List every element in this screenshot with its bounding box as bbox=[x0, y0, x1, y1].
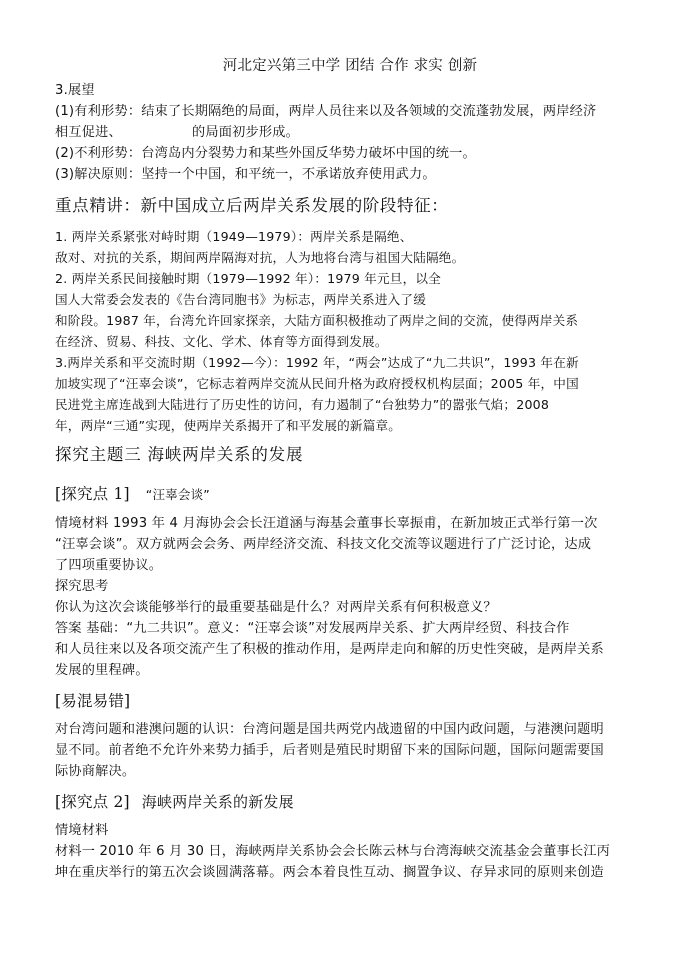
point1-section bbox=[55, 513, 645, 681]
point2-text-line-1: 材料一 2010 年 6 月 30 日，海峡两岸关系协会会长陈云林与台湾海峡交流基金会董事长江丙 bbox=[55, 844, 611, 859]
stage3-line-2: 加坡实现了“汪辜会谈”，它标志着两岸交流从民间升格为政府授权机构层面；2005 年，中国 bbox=[55, 376, 579, 391]
prospect-section bbox=[55, 80, 645, 185]
favorable-text-line-1: (1)有利形势：结束了长期隔绝的局面，两岸人员往来以及各领域的交流蓬勃发展，两岸经济 bbox=[55, 104, 597, 119]
point1-think-label: 探究思考 bbox=[55, 579, 109, 594]
point2-subtitle: 海峡两岸关系的新发展 bbox=[141, 793, 294, 811]
point1-answer-line-1: 答案 基础：“九二共识”。意义：“汪辜会谈”对发展两岸关系、扩大两岸经贸、科技合作 bbox=[55, 621, 570, 636]
point2-title: [探究点 2] bbox=[55, 793, 130, 811]
page-header: 河北定兴第三中学 团结 合作 求实 创新 bbox=[222, 58, 478, 74]
stage1-line-1: 1. 两岸关系紧张对峙时期（1949—1979）：两岸关系是隔绝、 bbox=[55, 229, 413, 244]
confusion-line-2: 显不同。前者绝不允许外来势力插手，后者则是殖民时期留下来的国际问题，国际问题需要国 bbox=[55, 743, 604, 758]
stage1-line-2: 敌对、对抗的关系，期间两岸隔海对抗，人为地将台湾与祖国大陆隔绝。 bbox=[55, 250, 465, 265]
solution-text: (3)解决原则：坚持一个中国，和平统一，不承诺放弃使用武力。 bbox=[55, 167, 436, 182]
focus-section bbox=[55, 226, 645, 436]
stage2-line-2: 国人大常委会发表的《告台湾同胞书》为标志，两岸关系进入了缓 bbox=[55, 292, 427, 307]
unfavorable-text: (2)不利形势：台湾岛内分裂势力和某些外国反华势力破坏中国的统一。 bbox=[55, 146, 476, 161]
point1-question: 你认为这次会谈能够举行的最重要基础是什么？对两岸关系有何积极意义？ bbox=[55, 600, 497, 615]
confusion-line-3: 际协商解决。 bbox=[55, 764, 136, 779]
confusion-line-1: 对台湾问题和港澳问题的认识：台湾问题是国共两党内战遗留的中国内政问题，与港澳问题明 bbox=[55, 722, 604, 737]
theme-title: 探究主题三 海峡两岸关系的发展 bbox=[55, 445, 304, 464]
point1-material-line-3: 了四项重要协议。 bbox=[55, 558, 163, 573]
focus-title: 重点精讲：新中国成立后两岸关系发展的阶段特征： bbox=[55, 196, 449, 215]
document-page bbox=[55, 52, 645, 883]
point1-material-line-2: “汪辜会谈”。双方就两会会务、两岸经济交流、科技文化交流等议题进行了广泛讨论，达成 bbox=[55, 537, 592, 552]
point2-heading bbox=[55, 788, 645, 816]
stage2-line-4: 在经济、贸易、科技、文化、学术、体育等方面得到发展。 bbox=[55, 334, 388, 349]
confusion-section bbox=[55, 719, 645, 782]
favorable-text-part-2: 的局面初步形成。 bbox=[191, 125, 300, 140]
stage3-line-1: 3.两岸关系和平交流时期（1992—今）：1992 年，“两会”达成了“九二共识”，1993 年在新 bbox=[55, 355, 579, 370]
point1-answer-line-3: 发展的里程碑。 bbox=[55, 663, 149, 678]
point1-answer-line-2: 和人员往来以及各项交流产生了积极的推动作用，是两岸走向和解的历史性突破，是两岸关系 bbox=[55, 642, 604, 657]
point1-title: [探究点 1] bbox=[55, 485, 130, 503]
stage2-line-3: 和阶段。1987 年，台湾允许回家探亲，大陆方面积极推动了两岸之间的交流，使得两岸关系 bbox=[55, 313, 579, 328]
favorable-text-part-1: 相互促进、 bbox=[55, 125, 122, 140]
stage2-line-1: 2. 两岸关系民间接触时期（1979—1992 年）：1979 年元旦，以全 bbox=[55, 271, 441, 286]
point2-text-line-2: 坤在重庆举行的第五次会谈圆满落幕。两会本着良性互动、搁置争议、存异求同的原则来创造 bbox=[55, 865, 604, 880]
stage3-line-3: 民进党主席连战到大陆进行了历史性的访问，有力遏制了“台独势力”的嚣张气焰；2008 bbox=[55, 397, 550, 412]
stage3-line-4: 年，两岸“三通”实现，使两岸关系揭开了和平发展的新篇章。 bbox=[55, 418, 402, 433]
point2-section bbox=[55, 820, 645, 883]
prospect-heading: 3.展望 bbox=[55, 83, 95, 98]
point1-material-line-1: 情境材料 1993 年 4 月海协会会长汪道涵与海基会董事长辜振甫，在新加坡正式举行第一次 bbox=[55, 516, 598, 531]
point2-material-label: 情境材料 bbox=[55, 823, 109, 838]
confusion-title: [易混易错] bbox=[55, 692, 131, 710]
favorable-text-line-2 bbox=[55, 122, 645, 143]
point1-subtitle: “汪辜会谈” bbox=[145, 487, 210, 502]
point1-heading bbox=[55, 480, 645, 509]
